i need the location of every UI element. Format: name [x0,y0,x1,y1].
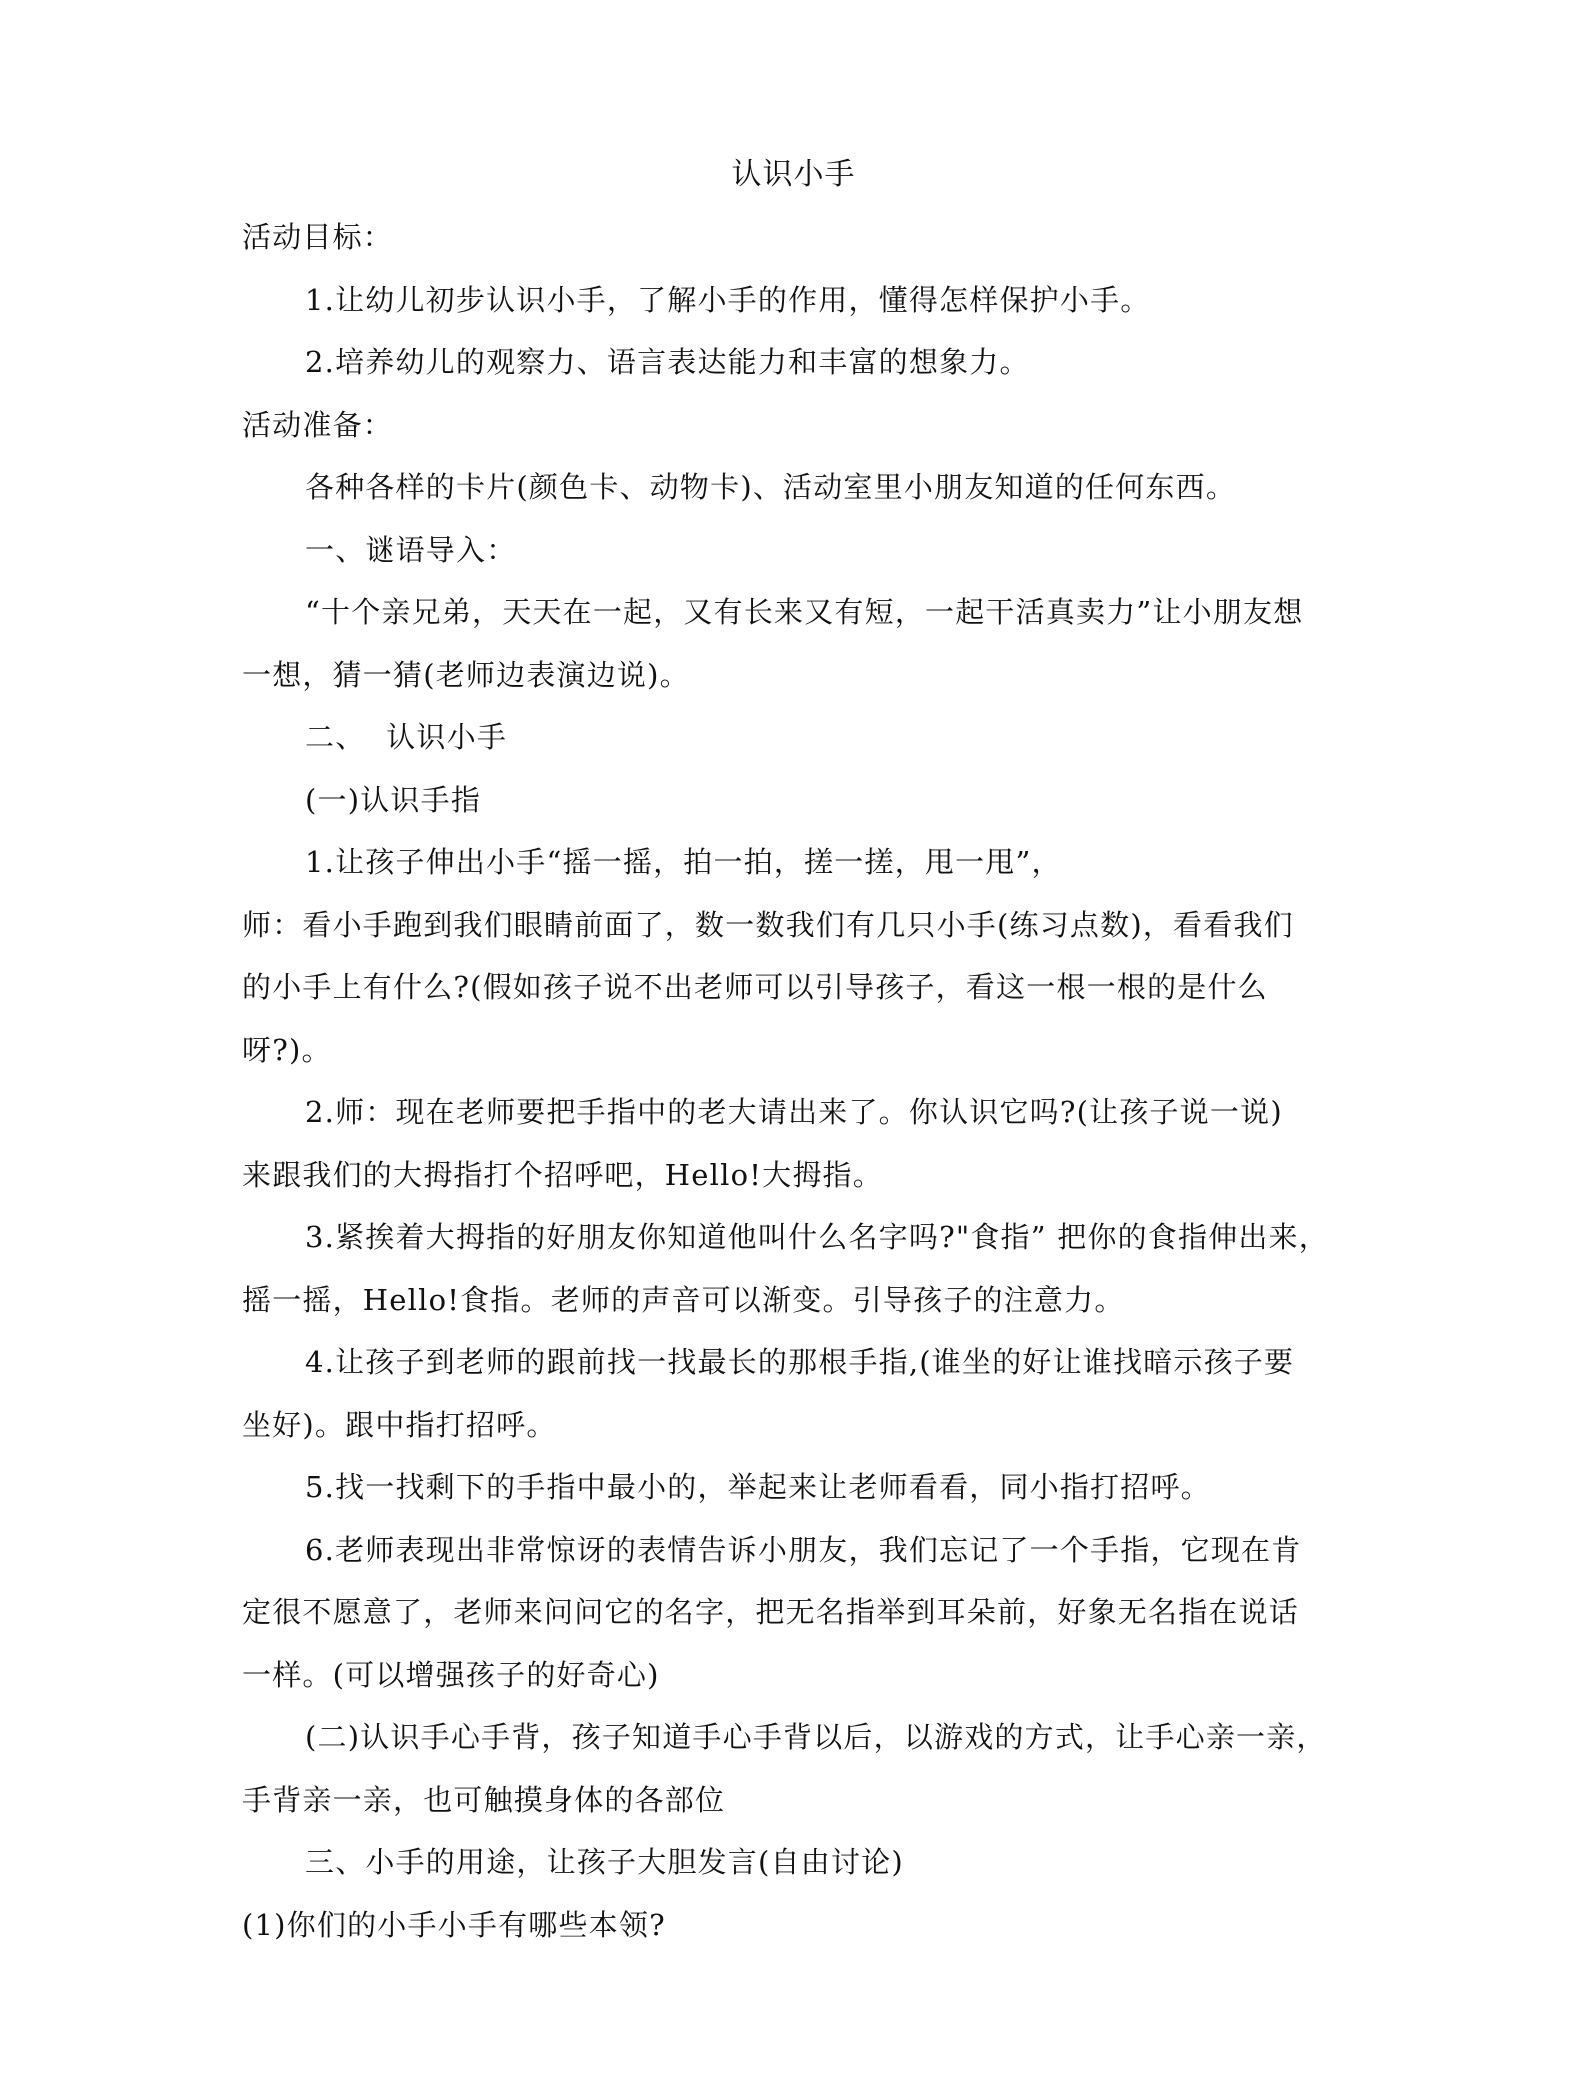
finger-step-1-line-2: 师：看小手跑到我们眼睛前面了，数一数我们有几只小手(练习点数)，看看我们 [242,908,1294,942]
goal-item-1: 1.让幼儿初步认识小手，了解小手的作用，懂得怎样保护小手。 [305,283,1151,317]
finger-step-6-line-1: 6.老师表现出非常惊讶的表情告诉小朋友，我们忘记了一个手指，它现在肯 [305,1533,1302,1567]
step-heading-know-hands: 二、 认识小手 [305,720,508,754]
goal-item-2: 2.培养幼儿的观察力、语言表达能力和丰富的想象力。 [305,345,1030,379]
riddle-text-line-2: 一想，猜一猜(老师边表演边说)。 [242,658,690,692]
finger-step-2-line-1: 2.师：现在老师要把手指中的老大请出来了。你认识它吗?(让孩子说一说) [305,1095,1283,1129]
finger-step-6-line-2: 定很不愿意了，老师来问问它的名字，把无名指举到耳朵前，好象无名指在说话 [242,1595,1300,1629]
finger-step-4-line-2: 坐好)。跟中指打招呼。 [242,1408,557,1442]
question-1: (1)你们的小手小手有哪些本领? [242,1908,666,1942]
subheading-palm-back-line-1: (二)认识手心手背，孩子知道手心手背以后，以游戏的方式，让手心亲一亲， [305,1720,1327,1754]
finger-step-3-line-1: 3.紧挨着大拇指的好朋友你知道他叫什么名字吗?"食指” 把你的食指伸出来， [305,1220,1330,1254]
subheading-fingers: (一)认识手指 [305,783,482,817]
finger-step-6-line-3: 一样。(可以增强孩子的好奇心) [242,1658,660,1692]
finger-step-5: 5.找一找剩下的手指中最小的，举起来让老师看看，同小指打招呼。 [305,1470,1211,1504]
finger-step-2-line-2: 来跟我们的大拇指打个招呼吧，Hello!大拇指。 [242,1158,883,1192]
finger-step-3-line-2: 摇一摇，Hello!食指。老师的声音可以渐变。引导孩子的注意力。 [242,1283,1125,1317]
finger-step-1-line-1: 1.让孩子伸出小手“摇一摇，拍一拍，搓一搓，甩一甩”， [305,845,1062,879]
document-title: 认识小手 [731,157,856,192]
subheading-palm-back-line-2: 手背亲一亲，也可触摸身体的各部位 [242,1783,726,1817]
section-heading-goals: 活动目标： [242,220,394,254]
step-heading-uses: 三、小手的用途，让孩子大胆发言(自由讨论) [305,1845,904,1879]
finger-step-1-line-4: 呀?)。 [242,1033,332,1067]
finger-step-1-line-3: 的小手上有什么?(假如孩子说不出老师可以引导孩子，看这一根一根的是什么 [242,970,1268,1004]
riddle-text-line-1: “十个亲兄弟，天天在一起，又有长来又有短，一起干活真卖力”让小朋友想 [305,595,1304,629]
finger-step-4-line-1: 4.让孩子到老师的跟前找一找最长的那根手指,(谁坐的好让谁找暗示孩子要 [305,1345,1295,1379]
section-heading-preparation: 活动准备： [242,408,394,442]
step-heading-riddle: 一、谜语导入： [305,533,517,567]
preparation-text: 各种各样的卡片(颜色卡、动物卡)、活动室里小朋友知道的任何东西。 [305,470,1237,504]
